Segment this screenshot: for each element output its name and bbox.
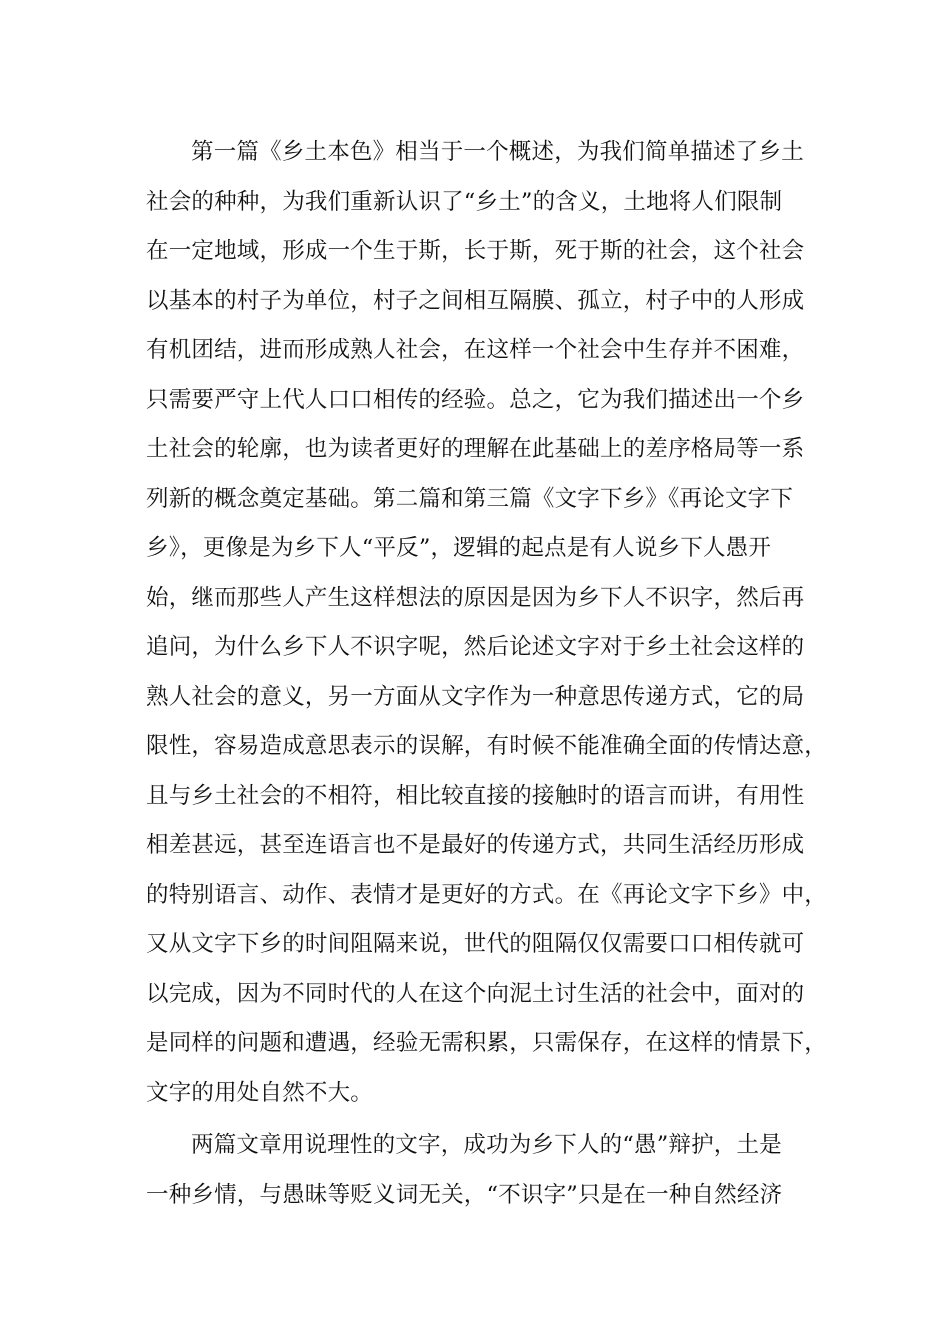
text-line: 且与乡土社会的不相符，相比较直接的接触时的语言而讲，有用性 [146,782,805,809]
text-line: 两篇文章用说理性的文字，成功为乡下人的“愚”辩护，土是 [191,1132,782,1158]
text-line: 列新的概念奠定基础。第二篇和第三篇《文字下乡》《再论文字下 [146,485,794,512]
text-line: 的特别语言、动作、表情才是更好的方式。在《再论文字下乡》中， [146,881,828,908]
text-line: 熟人社会的意义，另一方面从文字作为一种意思传递方式，它的局 [146,683,805,710]
text-line: 以完成，因为不同时代的人在这个向泥土讨生活的社会中，面对的 [146,980,805,1007]
text-line: 相差甚远，甚至连语言也不是最好的传递方式，共同生活经历形成 [146,832,805,858]
text-line: 只需要严守上代人口口相传的经验。总之，它为我们描述出一个乡 [146,386,805,413]
text-line: 以基本的村子为单位，村子之间相互隔膜、孤立，村子中的人形成 [146,287,805,314]
text-line: 土社会的轮廓，也为读者更好的理解在此基础上的差序格局等一系 [146,436,805,462]
body-text [146,128,826,1220]
text-line: 社会的种种，为我们重新认识了“乡土”的含义，土地将人们限制 [146,188,783,215]
text-line: 文字的用处自然不大。 [146,1079,374,1106]
text-line: 是同样的问题和遭遇，经验无需积累，只需保存，在这样的情景下， [146,1030,828,1056]
text-line: 始，继而那些人产生这样想法的原因是因为乡下人不识字，然后再 [146,584,805,611]
paragraph-2 [146,1121,826,1220]
text-line: 有机团结，进而形成熟人社会，在这样一个社会中生存并不困难， [146,337,805,363]
text-line: 又从文字下乡的时间阻隔来说，世代的阻隔仅仅需要口口相传就可 [146,931,805,957]
text-line: 限性，容易造成意思表示的误解，有时候不能准确全面的传情达意， [146,733,828,759]
text-line: 第一篇《乡土本色》相当于一个概述，为我们简单描述了乡土 [191,139,804,165]
text-line: 在一定地域，形成一个生于斯，长于斯，死于斯的社会，这个社会 [146,238,805,264]
paragraph-1 [146,128,826,1118]
text-line: 追问，为什么乡下人不识字呢，然后论述文字对于乡土社会这样的 [146,634,805,660]
text-line: 乡》，更像是为乡下人“平反”，逻辑的起点是有人说乡下人愚开 [146,535,772,561]
text-line: 一种乡情，与愚昧等贬义词无关，“不识字”只是在一种自然经济 [146,1181,783,1208]
